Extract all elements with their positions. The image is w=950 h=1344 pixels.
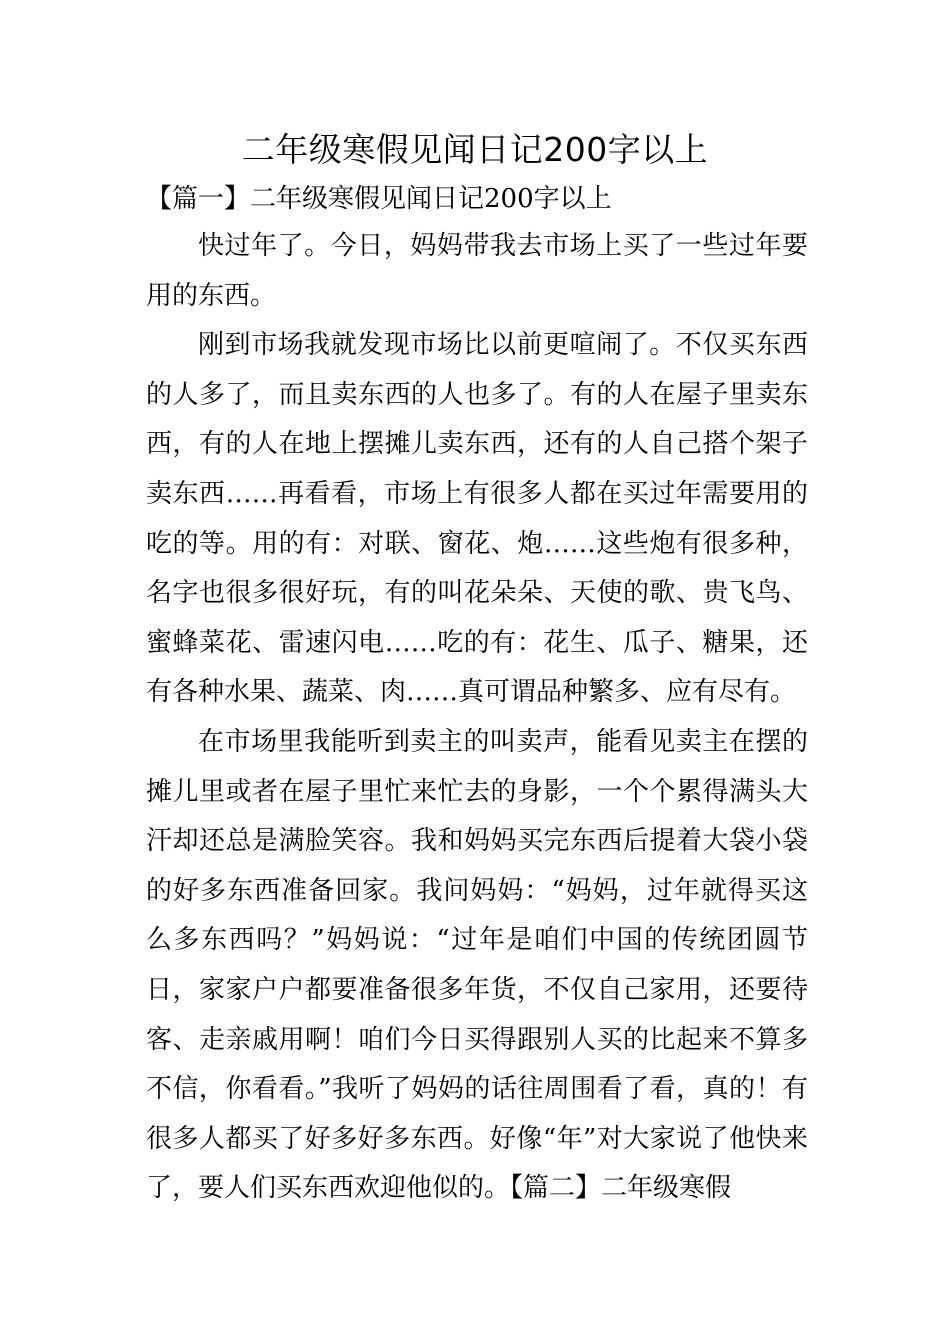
paragraph: 快过年了。今日，妈妈带我去市场上买了一些过年要用的东西。 [146,231,808,311]
paragraph: 在市场里我能听到卖主的叫卖声，能看见卖主在摆的摊儿里或者在屋子里忙来忙去的身影，一个个累得满头大汗却还总是满脸笑容。我和妈妈买完东西后提着大袋小袋的好多东西准备回家。我问妈妈：“妈妈，过年就得买这么多东西吗？”妈妈说：“过年是咱们中国的传统团圆节日，家家户户都要准备很多年货，不仅自己家用，还要待客、走亲戚用啊！咱们今日买得跟别人买的比起来不算多不信，你看看。”我听了妈妈的话往周围看了看，真的！有很多人都买了好多好多东西。好像“年”对大家说了他快来了，要人们买东西欢迎他似的。【篇二】二年级寒假 [146,726,808,1204]
document-body [146,176,808,1214]
document-title: 二年级寒假见闻日记200字以上 [241,130,709,169]
paragraph: 刚到市场我就发现市场比以前更喧闹了。不仅买东西的人多了，而且卖东西的人也多了。有的人在屋子里卖东西，有的人在地上摆摊儿卖东西，还有的人自己搭个架子卖东西……再看看，市场上有很多人都在买过年需要用的吃的等。用的有：对联、窗花、炮……这些炮有很多种，名字也很多很好玩，有的叫花朵朵、天使的歌、贵飞鸟、蜜蜂菜花、雷速闪电……吃的有：花生、瓜子、糖果，还有各种水果、蔬菜、肉……真可谓品种繁多、应有尽有。 [146,330,808,708]
section-heading: 【篇一】二年级寒假见闻日记200字以上 [146,184,612,214]
